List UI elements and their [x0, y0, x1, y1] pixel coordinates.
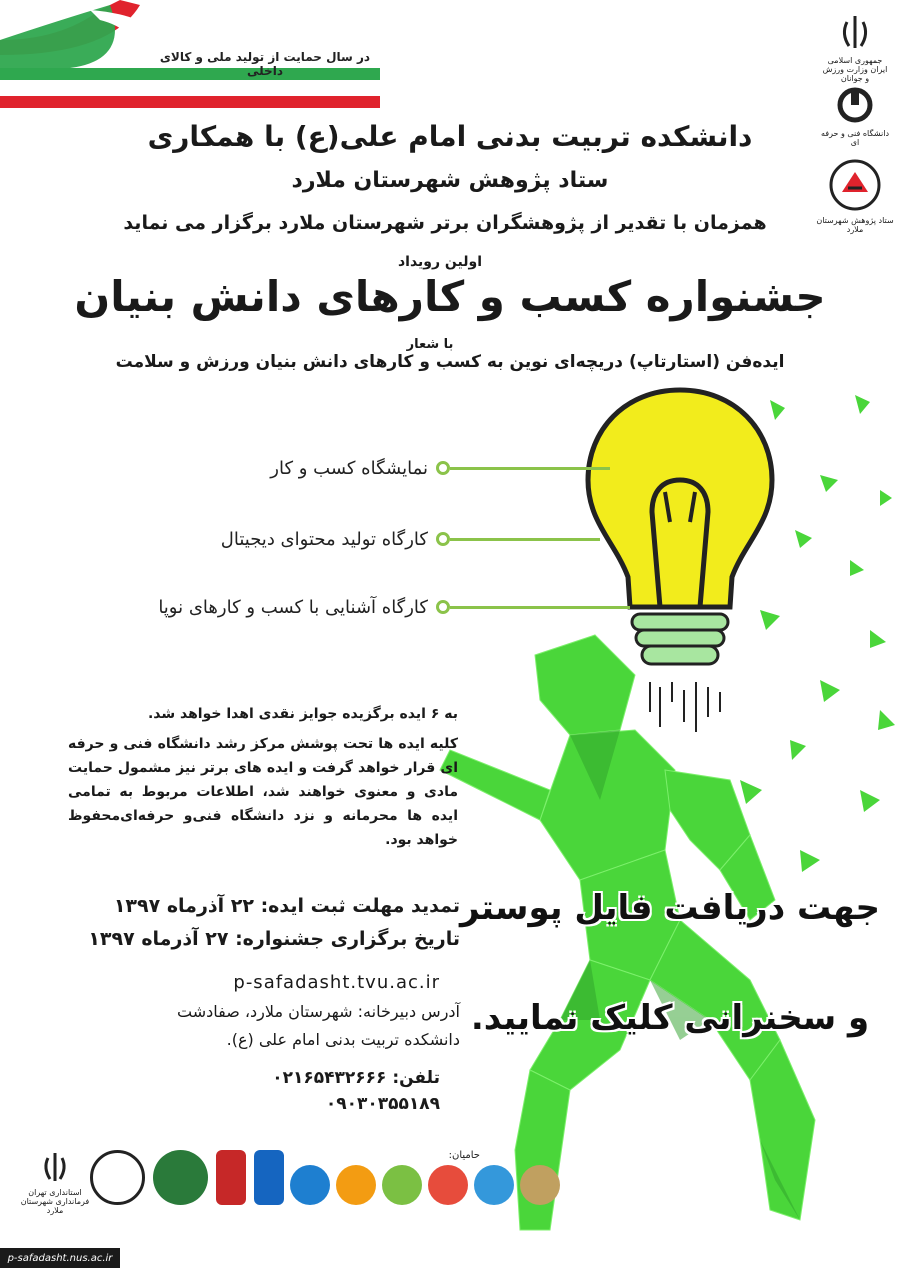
partner-logo-icon — [216, 1150, 246, 1205]
cta-line-2[interactable]: و سخنرانی کلیک نمایید. — [470, 998, 870, 1038]
slogan-prefix: با شعار — [406, 337, 454, 352]
support-text: کلیه ایده ها تحت پوشش مرکز رشد دانشگاه فنی و حرفه ای قرار خواهد گرفت و ایده های برتر نیز مشمول حمایت مادی و معنوی خواهند شد، اطلاعات مربوط به تمامی ایده ها محرمانه و نزد دانشگاه فنی‌و حرفه‌ای‌محفوظ خواهد بود. — [68, 736, 458, 848]
deadline-date: تمدید مهلت ثبت ایده: ۲۲ آذرماه ۱۳۹۷ — [113, 895, 460, 917]
main-title: جشنواره کسب و کارهای دانش بنیان — [74, 272, 826, 321]
iran-emblem-icon — [38, 1150, 72, 1184]
prize-text: به ۶ ایده برگزیده جوایز نقدی اهدا خواهد شد. — [147, 706, 458, 722]
footer-watermark: p-safadasht.nus.ac.ir — [0, 1248, 120, 1268]
tvu-emblem-icon — [833, 85, 877, 125]
sponsor-logo-icon — [290, 1165, 330, 1205]
sponsor-logo-icon — [474, 1165, 514, 1205]
feature-item-exhibition — [120, 453, 450, 483]
ministry-logo — [820, 12, 890, 83]
research-hq-logo — [815, 158, 895, 234]
partner-logo-icon — [153, 1150, 208, 1205]
partner-logo-icon — [254, 1150, 284, 1205]
research-emblem-icon — [828, 158, 882, 212]
address-line-2: دانشکده تربیت بدنی امام علی (ع). — [226, 1030, 460, 1049]
website-link[interactable]: p-safadasht.tvu.ac.ir — [233, 972, 440, 993]
title-line-2: ستاد پژوهش شهرستان ملارد — [291, 168, 609, 193]
feature-label: کارگاه تولید محتوای دیجیتال — [220, 528, 428, 550]
feature-connector-3 — [450, 606, 630, 609]
sponsor-logos — [290, 1165, 560, 1205]
body-text — [68, 702, 458, 852]
partner-logo-icon — [90, 1150, 145, 1205]
phone-1: تلفن: ۰۲۱۶۵۴۳۲۶۶۶ — [272, 1068, 440, 1088]
bullet-dot-icon — [436, 532, 450, 546]
sponsor-logo-icon — [520, 1165, 560, 1205]
cta-line-1[interactable]: جهت دریافت فایل پوستر — [460, 888, 880, 928]
iran-emblem-icon — [835, 12, 875, 52]
research-logo-caption: ستاد پژوهش شهرستان ملارد — [816, 216, 894, 234]
tvu-logo-caption: دانشگاه فنی و حرفه ای — [820, 129, 890, 147]
bullet-dot-icon — [436, 600, 450, 614]
feature-connector-2 — [450, 538, 600, 541]
ministry-logo-caption: جمهوری اسلامی ایران وزارت ورزش و جوانان — [822, 56, 888, 83]
sponsors-label: حامیان: — [448, 1150, 480, 1161]
address-line-1: آدرس دبیرخانه: شهرستان ملارد، صفادشت — [177, 1002, 460, 1021]
address — [60, 998, 460, 1054]
flag-slogan: در سال حمایت از تولید ملی و کالای داخلی — [159, 50, 371, 78]
feature-label: نمایشگاه کسب و کار — [270, 457, 428, 479]
festival-date: تاریخ برگزاری جشنواره: ۲۷ آذرماه ۱۳۹۷ — [88, 928, 460, 950]
bullet-dot-icon — [436, 461, 450, 475]
partner-logos — [90, 1150, 284, 1205]
feature-label: کارگاه آشنایی با کسب و کارهای نوپا — [158, 596, 428, 618]
feature-item-digital-content — [120, 524, 450, 554]
governorate-caption: استانداری تهران فرمانداری شهرستان ملارد — [20, 1188, 90, 1215]
sponsor-logo-icon — [336, 1165, 376, 1205]
slogan: ایده‌فن (استارتاپ) دریچه‌ای نوین به کسب و کارهای دانش بنیان ورزش و سلامت — [115, 352, 785, 372]
title-line-3: همزمان با تقدیر از پژوهشگران برتر شهرستان ملارد برگزار می نماید — [123, 212, 767, 234]
tvu-logo — [820, 85, 890, 147]
lightbulb-icon — [580, 382, 780, 732]
sponsor-logo-icon — [428, 1165, 468, 1205]
governorate-logo — [20, 1150, 90, 1215]
pre-title: اولین رویداد — [397, 254, 483, 270]
title-line-1: دانشکده تربیت بدنی امام علی(ع) با همکاری — [147, 120, 753, 153]
sponsor-logo-icon — [382, 1165, 422, 1205]
feature-connector-1 — [450, 467, 610, 470]
phone-2: ۰۹۰۳۰۳۵۵۱۸۹ — [325, 1094, 440, 1114]
feature-item-startups — [120, 592, 450, 622]
